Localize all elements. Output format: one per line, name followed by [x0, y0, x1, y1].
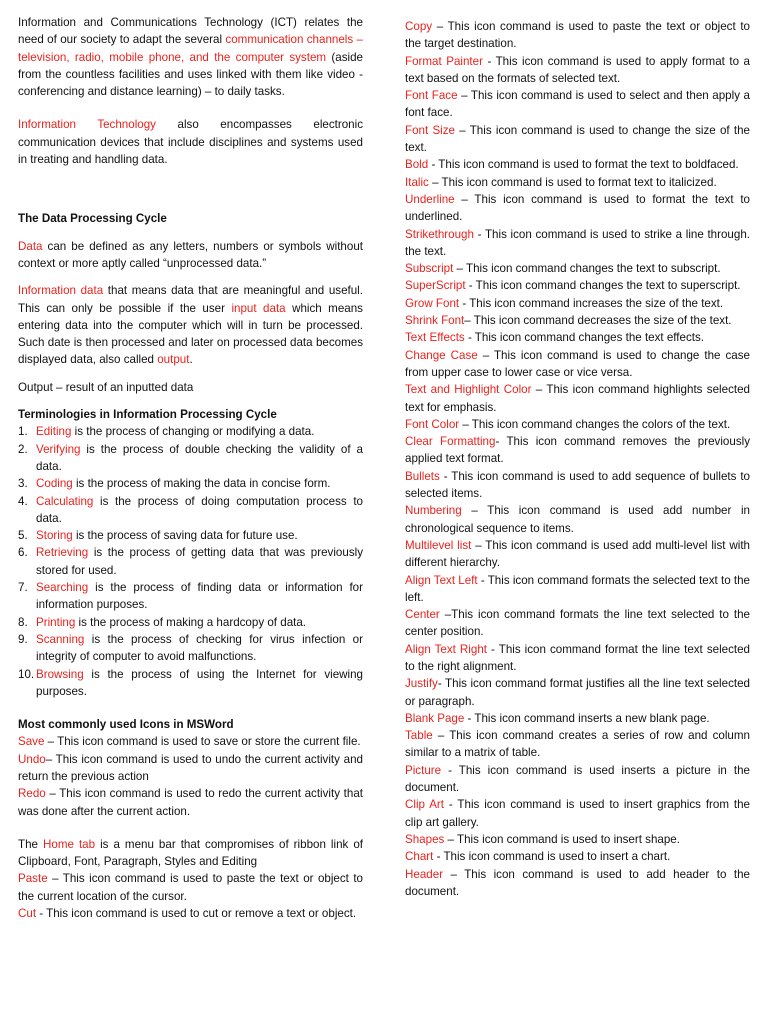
term-description: is the process of saving data for future use. — [72, 529, 298, 543]
terminology-item — [18, 423, 363, 440]
icon-description: – This icon command is used to format the text to underlined. — [405, 192, 750, 224]
icon-term: Grow Font — [405, 296, 460, 310]
icon-entry — [405, 277, 750, 294]
text-run: (aside from the countless facilities and uses linked with them like video -conferencing and distance learning) – to daily tasks. — [18, 50, 363, 99]
icon-entry — [405, 416, 750, 433]
terminology-item — [18, 579, 363, 614]
term-description: is the process of double checking the validity of a data. — [36, 442, 363, 473]
icon-entry — [405, 191, 750, 226]
item-number: 1. — [18, 425, 28, 439]
highlighted-term: Information data — [18, 284, 104, 298]
icon-description: - This icon command is used to cut or remove a text or object. — [36, 907, 357, 921]
icon-entry — [405, 122, 750, 157]
icon-entry — [405, 226, 750, 261]
icon-entry — [405, 606, 750, 641]
icon-description: - This icon command is used to add sequence of bullets to selected items. — [405, 469, 750, 501]
icon-entry — [405, 381, 750, 416]
icon-term: Header — [405, 867, 444, 881]
icon-entry — [405, 572, 750, 607]
icon-term: Table — [405, 729, 433, 743]
icon-description: - This icon command is used to format the text to boldfaced. — [428, 158, 739, 172]
icon-description: - This icon command is used to strike a line through. the text. — [405, 227, 750, 258]
icon-entry — [405, 468, 750, 503]
text-run: The — [18, 837, 43, 851]
icon-entry — [405, 831, 750, 848]
icon-entry — [405, 174, 750, 191]
highlighted-term: Data — [18, 239, 43, 253]
term-label: Browsing — [36, 667, 84, 681]
terminology-item — [18, 614, 363, 631]
item-number: 7. — [18, 581, 28, 595]
icon-description: –This icon command formats the line text selected to the center position. — [405, 608, 750, 639]
information-data-paragraph — [18, 282, 363, 368]
icon-description: - This icon command formats the selected text to the left. — [405, 573, 750, 604]
term-label: Verifying — [36, 442, 81, 456]
icon-term: Align Text Right — [405, 642, 487, 656]
highlighted-term: Information Technology — [18, 118, 156, 132]
icon-entry — [405, 502, 750, 537]
icon-term: Format Painter — [405, 54, 483, 68]
icon-term: Strikethrough — [405, 227, 474, 241]
item-number: 3. — [18, 477, 28, 491]
text-run: also encompasses electronic communication devices that include disciplines and systems used in treating and handling data. — [18, 118, 363, 167]
icon-entry — [405, 762, 750, 797]
icon-term: Paste — [18, 872, 48, 886]
icon-entry — [405, 433, 750, 468]
data-processing-cycle-heading: The Data Processing Cycle — [18, 212, 167, 226]
icon-term: Justify — [405, 677, 438, 691]
icon-description: – This icon command is used to redo the current activity that was done after the current action. — [18, 787, 363, 818]
icon-entry — [405, 641, 750, 676]
icon-entry — [405, 848, 750, 865]
icon-term: Change Case — [405, 348, 478, 362]
icon-description: – This icon command decreases the size of the text. — [464, 314, 732, 328]
term-label: Storing — [36, 529, 73, 543]
icon-term: Shrink Font — [405, 314, 465, 328]
highlighted-term: output — [157, 353, 190, 367]
intro-paragraph — [18, 14, 363, 100]
icon-description: - This icon command format justifies all the line text selected or paragraph. — [405, 677, 750, 708]
icon-description: – This icon command is used to select and then apply a font face. — [405, 89, 750, 120]
item-number: 4. — [18, 494, 28, 508]
term-label: Scanning — [36, 632, 85, 646]
term-label: Editing — [36, 425, 72, 439]
term-description: is the process of doing computation process to data. — [36, 494, 363, 525]
icon-description: – This icon command is used add number in chronological sequence to items. — [405, 504, 750, 535]
icons-heading: Most commonly used Icons in MSWord — [18, 718, 234, 732]
icon-entry — [405, 710, 750, 727]
icon-term: Picture — [405, 763, 442, 777]
icon-description: – This icon command is used to paste the text or object to the current location of the cursor. — [18, 872, 363, 903]
home-tab-paragraph — [18, 836, 363, 871]
data-paragraph — [18, 238, 363, 273]
terminology-item — [18, 527, 363, 544]
highlighted-term: Home tab — [43, 837, 96, 851]
term-description: is the process of making the data in concise form. — [72, 477, 331, 491]
text-run: can be defined as any letters, numbers or symbols without context or more aptly called “unprocessed data.” — [18, 239, 363, 270]
icon-entry — [405, 675, 750, 710]
icon-term: Subscript — [405, 262, 454, 276]
terminology-item — [18, 493, 363, 528]
text-run: . — [189, 353, 193, 367]
terminology-item — [18, 475, 363, 492]
icon-description: – This icon command creates a series of row and column similar to a matrix of table. — [405, 729, 750, 760]
item-number: 2. — [18, 442, 28, 456]
icon-entry — [18, 905, 363, 922]
icons-list — [18, 733, 363, 819]
icon-description: – This icon command is used to add header to the document. — [405, 867, 750, 898]
icon-term: SuperScript — [405, 279, 466, 293]
terminologies-heading: Terminologies in Information Processing Cycle — [18, 408, 277, 422]
highlighted-term: communication channels – television, radio, mobile phone, and the computer system — [18, 33, 363, 64]
icon-entry — [18, 751, 363, 786]
icon-term: Font Size — [405, 123, 455, 137]
term-description: is the process of making a hardcopy of data. — [75, 615, 307, 629]
output-line: Output – result of an inputted data — [18, 380, 194, 394]
icon-description: - This icon command is used to insert a chart. — [433, 850, 671, 864]
item-number: 5. — [18, 529, 28, 543]
icon-entry — [405, 347, 750, 382]
right-column — [405, 18, 750, 900]
term-description: is the process of checking for virus infection or integrity of computer to avoid malfunctions. — [36, 632, 363, 664]
icon-term: Redo — [18, 787, 46, 801]
icon-entry — [405, 329, 750, 346]
icons-list-clipboard — [18, 870, 363, 922]
icon-term: Cut — [18, 907, 37, 921]
icon-term: Text Effects — [405, 331, 465, 345]
icon-description: – This icon command is used to undo the current activity and return the previous action — [18, 752, 363, 783]
item-number: 8. — [18, 615, 28, 629]
icon-term: Shapes — [405, 832, 445, 846]
icon-entry — [405, 537, 750, 572]
icon-entry — [18, 785, 363, 820]
icon-description: - This icon command removes the previously applied text format. — [405, 435, 750, 466]
icon-description: – This icon command changes the text to subscript. — [453, 262, 721, 276]
icon-term: Blank Page — [405, 711, 465, 725]
item-number: 6. — [18, 546, 28, 560]
icon-term: Copy — [405, 20, 433, 33]
terminology-item — [18, 544, 363, 579]
icon-entry — [18, 733, 363, 750]
icon-description: – This icon command is used to change the size of the text. — [405, 123, 750, 155]
icon-description: – This icon command is used to format text to italicized. — [428, 175, 717, 189]
icon-entry — [18, 870, 363, 905]
icon-entry — [405, 312, 750, 329]
icon-entry — [405, 295, 750, 312]
term-label: Coding — [36, 477, 73, 491]
term-label: Printing — [36, 615, 76, 629]
icon-description: - This icon command inserts a new blank page. — [464, 711, 710, 725]
text-run: which means entering data into the computer which will in turn be processed. Such date is then processed and later on processed data becomes displayed data, also called — [18, 301, 363, 367]
icon-entry — [405, 260, 750, 277]
icon-description: – This icon command is used to insert shape. — [444, 832, 680, 846]
icon-entry — [405, 727, 750, 762]
terminologies-list — [18, 423, 363, 700]
icon-entry — [405, 796, 750, 831]
icon-entry — [405, 866, 750, 901]
icon-description: – This icon command is used to change the case from upper case to lower case or vice versa. — [405, 348, 750, 379]
icon-term: Center — [405, 608, 440, 622]
icon-term: Font Face — [405, 89, 458, 103]
text-run: that means data that are meaningful and useful. This can only be possible if the user — [18, 284, 363, 315]
it-paragraph — [18, 116, 363, 168]
icon-description: – This icon command is used to save or store the current file. — [44, 735, 361, 749]
icon-term: Clip Art — [405, 798, 445, 812]
icon-entry — [405, 156, 750, 173]
left-column — [18, 14, 363, 922]
term-label: Retrieving — [36, 546, 89, 560]
icon-term: Save — [18, 735, 45, 749]
text-run: is a menu bar that compromises of ribbon link of Clipboard, Font, Paragraph, Styles and Editing — [18, 837, 364, 869]
icon-term: Align Text Left — [405, 573, 478, 587]
icon-description: - This icon command is used inserts a picture in the document. — [405, 763, 750, 795]
terminology-item — [18, 631, 363, 666]
term-label: Calculating — [36, 494, 94, 508]
icon-term: Bullets — [405, 469, 440, 483]
icon-description: - This icon command is used to insert graphics from the clip art gallery. — [405, 798, 750, 829]
icon-term: Italic — [405, 175, 429, 189]
icon-description: – This icon command is used add multi-level list with different hierarchy. — [405, 538, 750, 570]
icon-term: Clear Formatting — [405, 435, 496, 449]
terminology-item — [18, 666, 363, 701]
icon-entry — [405, 87, 750, 122]
icon-description: – This icon command changes the colors of the text. — [459, 417, 731, 431]
text-run: Information and Communications Technology (ICT) relates the need of our society to adapt the several — [18, 16, 363, 47]
icon-term: Multilevel list — [405, 538, 472, 552]
highlighted-term: input data — [231, 301, 286, 315]
term-label: Searching — [36, 581, 89, 595]
icon-description: - This icon command changes the text effects. — [464, 331, 705, 345]
icon-term: Chart — [405, 850, 434, 864]
icon-entry — [405, 53, 750, 88]
term-description: is the process of finding data or information for information purposes. — [36, 581, 363, 612]
item-number: 9. — [18, 632, 28, 646]
icon-description: - This icon command is used to apply format to a text based on the formats of selected text. — [405, 54, 750, 85]
icon-term: Bold — [405, 158, 429, 172]
term-description: is the process of getting data that was previously stored for used. — [36, 546, 363, 577]
icon-term: Underline — [405, 192, 455, 206]
icon-description: – This icon command highlights selected text for emphasis. — [405, 383, 750, 414]
icon-term: Text and Highlight Color — [405, 383, 532, 397]
icon-term: Numbering — [405, 504, 462, 518]
term-description: is the process of using the Internet for viewing purposes. — [36, 667, 363, 698]
icon-description: – This icon command is used to paste the text or object to the target destination. — [405, 20, 750, 51]
icon-description: - This icon command format the line text selected to the right alignment. — [405, 642, 751, 673]
icon-term: Undo — [18, 752, 46, 766]
icon-description: - This icon command changes the text to superscript. — [465, 279, 741, 293]
item-number: 10. — [18, 667, 35, 681]
icon-entry — [405, 18, 750, 53]
terminology-item — [18, 441, 363, 476]
term-description: is the process of changing or modifying a data. — [71, 425, 315, 439]
icon-description: - This icon command increases the size of the text. — [459, 296, 724, 310]
icon-term: Font Color — [405, 417, 460, 431]
